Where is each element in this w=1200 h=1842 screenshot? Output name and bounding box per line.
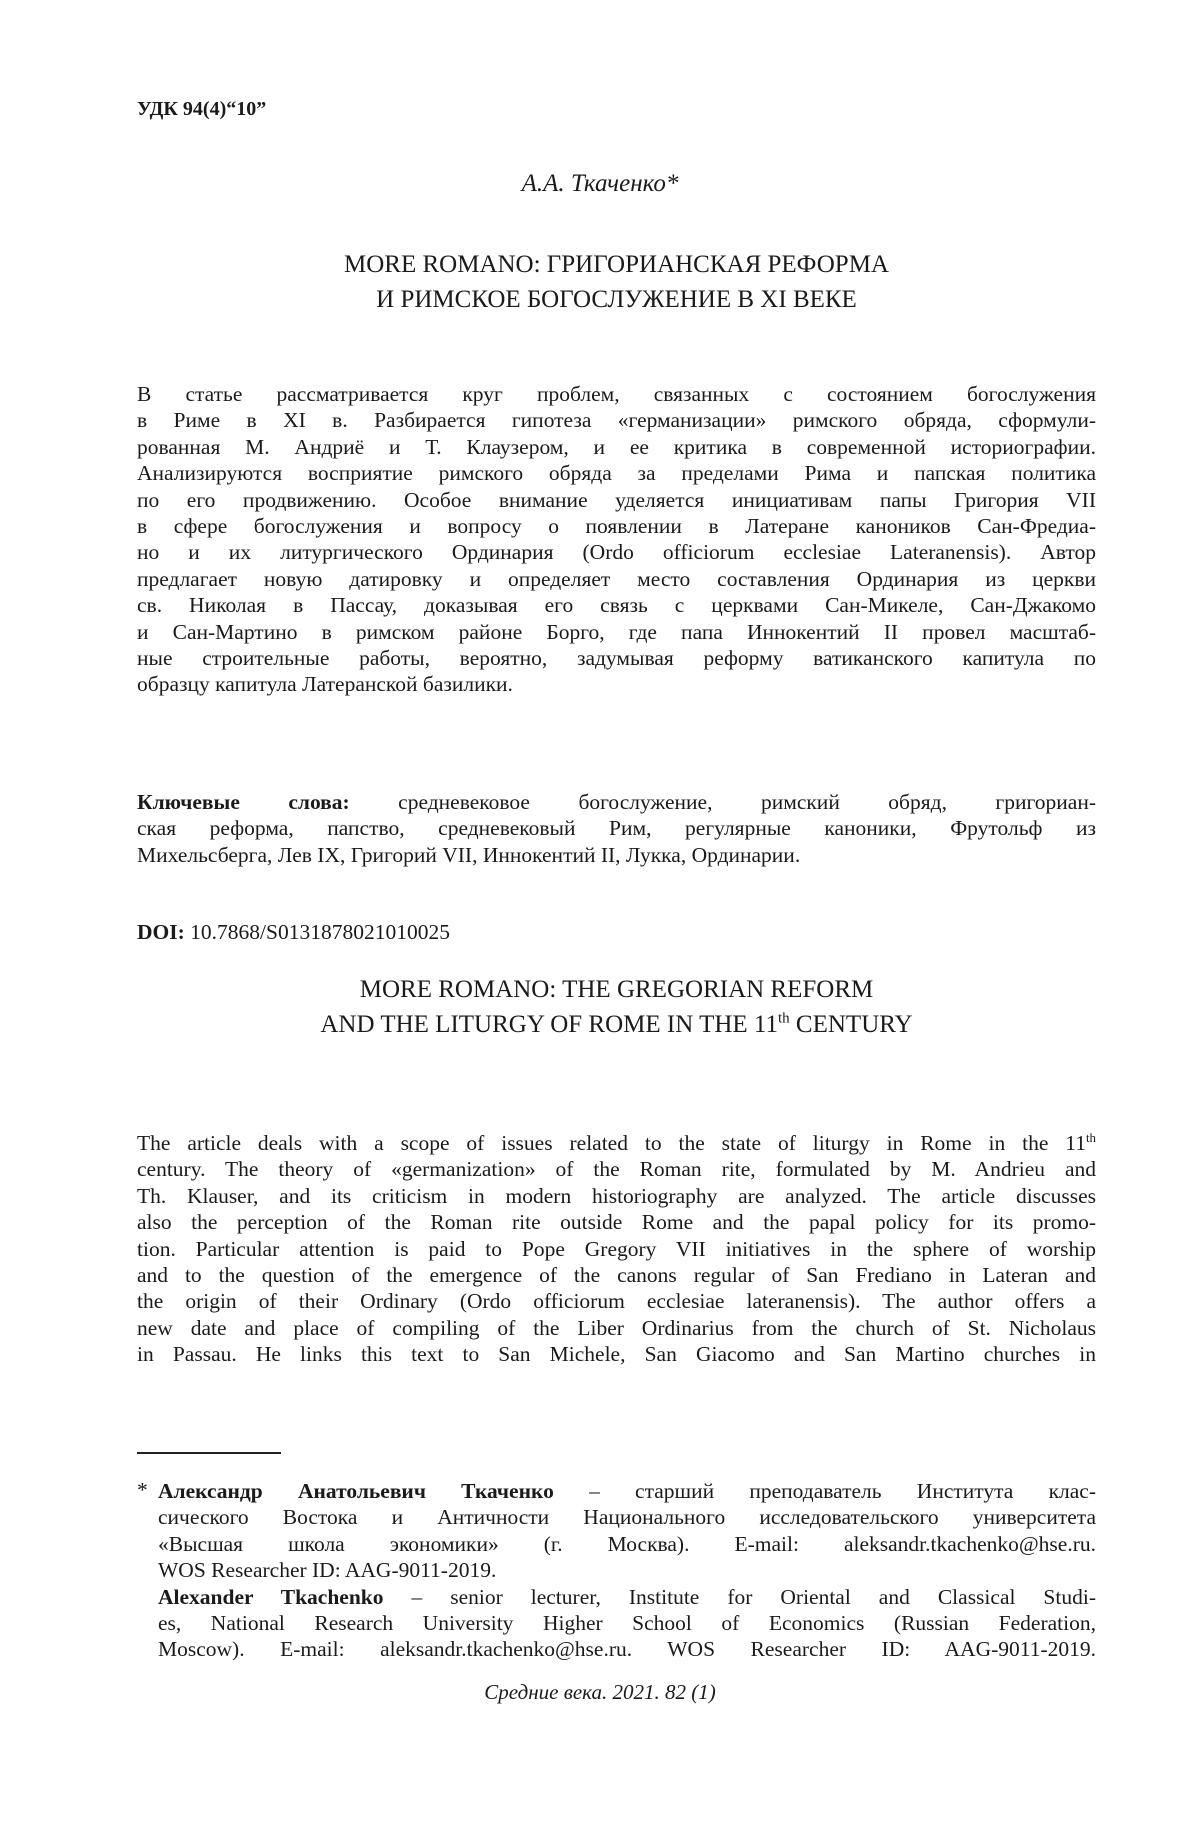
- keywords: [137, 789, 1096, 868]
- doi-value[interactable]: 10.7868/S0131878021010025: [185, 920, 450, 944]
- abstract-line: св. Николая в Пассау, доказывая его связь с церквами Сан-Микеле, Сан-Джакомо: [137, 592, 1096, 618]
- superscript: th: [778, 1011, 790, 1027]
- footnote-text: – старший преподаватель Института клас-: [554, 1479, 1096, 1503]
- abstract-line: но и их литургического Ординария (Ordo officiorum ecclesiae Lateranensis). Автор: [137, 539, 1096, 565]
- abstract-line: в Риме в XI в. Разбирается гипотеза «германизации» римского обряда, сформули-: [137, 407, 1096, 433]
- abstract-line: рованная М. Андриё и Т. Клаузером, и ее критика в современной историографии.: [137, 434, 1096, 460]
- keywords-label: Ключевые слова:: [137, 790, 350, 814]
- footnote-text: сического Востока и Античности Национального исследовательского университета: [137, 1504, 1096, 1530]
- russian-title: [137, 247, 1096, 317]
- abstract-line: century. The theory of «germanization» of the Roman rite, formulated by M. Andrieu and: [137, 1156, 1096, 1182]
- footnote-text: WOS Researcher ID: AAG-9011-2019.: [137, 1557, 1096, 1583]
- abstract-line: Анализируются восприятие римского обряда за пределами Рима и папская политика: [137, 460, 1096, 486]
- abstract-line: new date and place of compiling of the Liber Ordinarius from the church of St. Nicholaus: [137, 1315, 1096, 1341]
- superscript: th: [1086, 1131, 1096, 1145]
- russian-abstract: [137, 381, 1096, 698]
- abstract-line: по его продвижению. Особое внимание уделяется инициативам папы Григория VII: [137, 487, 1096, 513]
- footnote-text: – senior lecturer, Institute for Oriental and Classical Studi-: [384, 1585, 1097, 1609]
- abstract-line: в сфере богослужения и вопросу о появлении в Латеране каноников Сан-Фредиа-: [137, 513, 1096, 539]
- abstract-line: образцу капитула Латеранской базилики.: [137, 671, 1096, 697]
- abstract-line: the origin of their Ordinary (Ordo officiorum ecclesiae lateranensis). The author offers a: [137, 1288, 1096, 1314]
- footnote-marker: *: [137, 1478, 148, 1503]
- english-abstract: [137, 1130, 1096, 1368]
- author-name-ru: Александр Анатольевич Ткаченко: [158, 1479, 554, 1503]
- abstract-line: tion. Particular attention is paid to Pope Gregory VII initiatives in the sphere of worship: [137, 1236, 1096, 1262]
- title-text: AND THE LITURGY OF ROME IN THE 11: [320, 1011, 778, 1038]
- abstract-line: ные строительные работы, вероятно, задумывая реформу ватиканского капитула по: [137, 645, 1096, 671]
- abstract-line: Th. Klauser, and its criticism in modern historiography are analyzed. The article discusses: [137, 1183, 1096, 1209]
- author-name: А.А. Ткаченко*: [0, 170, 1200, 198]
- abstract-line: предлагает новую датировку и определяет место составления Ординария из церкви: [137, 566, 1096, 592]
- keywords-text: Михельсберга, Лев IX, Григорий VII, Иннокентий II, Лукка, Ординарии.: [137, 842, 1096, 868]
- title-line: И РИМСКОЕ БОГОСЛУЖЕНИЕ В XI ВЕКЕ: [137, 282, 1096, 317]
- author-name-en: Alexander Tkachenko: [158, 1585, 384, 1609]
- title-line: MORE ROMANO: THE GREGORIAN REFORM: [137, 972, 1096, 1007]
- keywords-text: ская реформа, папство, средневековый Рим, регулярные каноники, Фрутольф из: [137, 815, 1096, 841]
- author-footnote: [137, 1478, 1096, 1663]
- udc-code: УДК 94(4)“10”: [137, 98, 266, 121]
- abstract-line: and to the question of the emergence of the canons regular of San Frediano in Lateran and: [137, 1262, 1096, 1288]
- footnote-text: «Высшая школа экономики» (г. Москва). E-mail: aleksandr.tkachenko@hse.ru.: [137, 1531, 1096, 1557]
- abstract-line: В статье рассматривается круг проблем, связанных с состоянием богослужения: [137, 381, 1096, 407]
- abstract-line: in Passau. He links this text to San Michele, San Giacomo and San Martino churches in: [137, 1341, 1096, 1367]
- abstract-text: The article deals with a scope of issues related to the state of liturgy in Rome in the 11: [137, 1131, 1086, 1155]
- title-text: CENTURY: [790, 1011, 913, 1038]
- footnote-text: Moscow). E-mail: aleksandr.tkachenko@hse.ru. WOS Researcher ID: AAG-9011-2019.: [137, 1636, 1096, 1662]
- journal-footer: Средние века. 2021. 82 (1): [0, 1680, 1200, 1705]
- title-line: [137, 1007, 1096, 1042]
- footnote-divider: [137, 1452, 281, 1454]
- title-line: MORE ROMANO: ГРИГОРИАНСКАЯ РЕФОРМА: [137, 247, 1096, 282]
- doi: [137, 920, 1096, 945]
- abstract-line: и Сан-Мартино в римском районе Борго, где папа Иннокентий II провел масштаб-: [137, 619, 1096, 645]
- abstract-line: [137, 1130, 1096, 1156]
- doi-label: DOI:: [137, 920, 185, 944]
- english-title: [137, 972, 1096, 1042]
- keywords-text: средневековое богослужение, римский обряд, григориан-: [350, 790, 1096, 814]
- footnote-text: es, National Research University Higher School of Economics (Russian Federation,: [137, 1610, 1096, 1636]
- abstract-line: also the perception of the Roman rite outside Rome and the papal policy for its promo-: [137, 1209, 1096, 1235]
